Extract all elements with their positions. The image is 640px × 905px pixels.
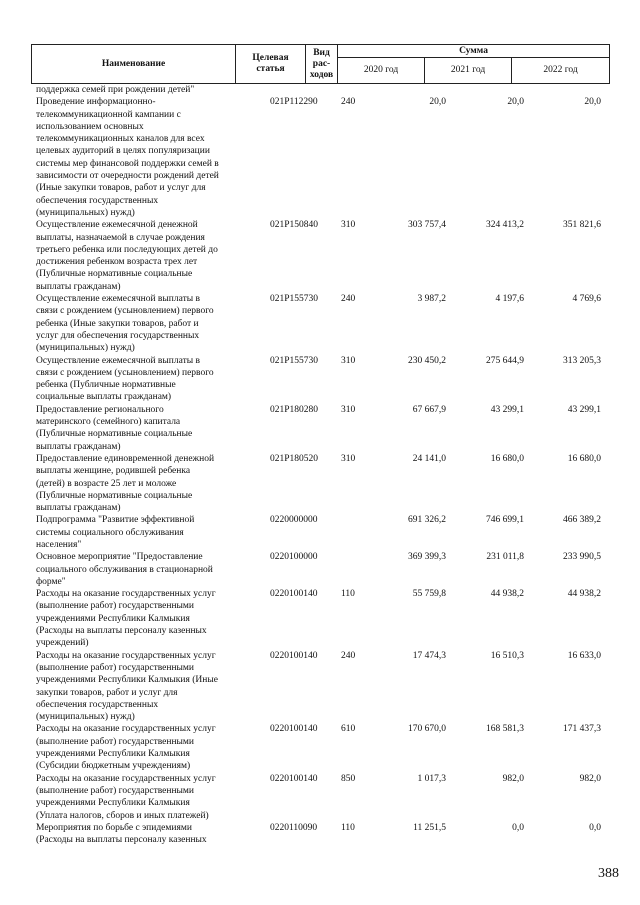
row-name-line: Расходы на оказание государственных услуг xyxy=(36,650,216,661)
row-name-line: (муниципальных) нужд) xyxy=(36,207,135,218)
table-row xyxy=(36,453,616,514)
row-value-2021: 0,0 xyxy=(512,822,524,833)
row-value-2020: 17 474,3 xyxy=(412,650,446,661)
row-name-line: (детей) в возрасте 25 лет и моложе xyxy=(36,478,177,489)
row-name xyxy=(36,514,258,551)
header-kind: Вид рас- ходов xyxy=(306,45,338,84)
header-year-2021: 2021 год xyxy=(425,58,512,84)
row-name-line: (Расходы на выплаты персоналу казенных xyxy=(36,835,207,846)
row-name-line: учреждениями Республики Калмыкия xyxy=(36,749,190,760)
row-name-line: системы мер финансовой поддержки семей в xyxy=(36,158,219,169)
row-name-line: связи с рождением (усыновлением) первого xyxy=(36,306,214,317)
row-name xyxy=(36,723,258,772)
row-kind: 310 xyxy=(341,355,356,366)
table-row xyxy=(36,96,616,219)
row-value-2021: 275 644,9 xyxy=(486,355,524,366)
row-name-line: Расходы на оказание государственных услуг xyxy=(36,724,216,735)
row-value-2022: 466 389,2 xyxy=(563,515,601,526)
row-code: 0220100140 xyxy=(270,724,318,735)
row-name-line: выплаты гражданам) xyxy=(36,441,121,452)
row-name-line: Расходы на оказание государственных услуг xyxy=(36,773,216,784)
row-name-line: поддержка семей при рождении детей" xyxy=(36,85,195,95)
row-name-line: Осуществление ежемесячной выплаты в xyxy=(36,355,200,366)
row-name xyxy=(36,84,258,96)
row-value-2021: 324 413,2 xyxy=(486,220,524,231)
row-name-line: Проведение информационно- xyxy=(36,97,156,108)
row-name xyxy=(36,293,258,354)
table-row xyxy=(36,514,616,551)
row-name xyxy=(36,773,258,822)
row-value-2021: 982,0 xyxy=(502,773,524,784)
row-kind: 110 xyxy=(341,822,355,833)
row-code: 0220100140 xyxy=(270,773,318,784)
row-kind: 240 xyxy=(341,650,356,661)
row-value-2020: 11 251,5 xyxy=(413,822,446,833)
row-value-2022: 20,0 xyxy=(584,97,601,108)
row-value-2021: 16 680,0 xyxy=(490,453,524,464)
table-row xyxy=(36,822,616,847)
row-name-line: Осуществление ежемесячной денежной xyxy=(36,220,198,231)
row-name-line: услуг для обеспечения государственных xyxy=(36,330,200,341)
row-name-line: (выполнение работ) государственными xyxy=(36,736,195,747)
row-value-2021: 20,0 xyxy=(507,97,524,108)
row-name-line: обеспечения государственных xyxy=(36,699,159,710)
header-sum: Сумма xyxy=(338,45,610,58)
table-row xyxy=(36,404,616,453)
row-value-2022: 16 680,0 xyxy=(567,453,601,464)
row-name-line: (выполнение работ) государственными xyxy=(36,662,195,673)
table-body xyxy=(36,84,616,846)
row-value-2021: 16 510,3 xyxy=(490,650,524,661)
row-value-2020: 55 759,8 xyxy=(412,589,446,600)
row-kind: 310 xyxy=(341,404,356,415)
row-name-line: (Расходы на выплаты персоналу казенных xyxy=(36,626,207,637)
table-row xyxy=(36,219,616,293)
row-value-2022: 982,0 xyxy=(579,773,601,784)
row-name-line: Основное мероприятие "Предоставление xyxy=(36,552,203,563)
row-name-line: учреждениями Республики Калмыкия xyxy=(36,613,190,624)
row-value-2020: 230 450,2 xyxy=(408,355,446,366)
row-value-2020: 67 667,9 xyxy=(412,404,446,415)
row-value-2020: 369 399,3 xyxy=(408,552,446,563)
row-name-line: Предоставление единовременной денежной xyxy=(36,453,215,464)
row-code: 021P180280 xyxy=(270,404,319,415)
row-name-line: населения" xyxy=(36,539,82,550)
row-name-line: (муниципальных) нужд) xyxy=(36,712,135,723)
row-code: 0220100140 xyxy=(270,589,318,600)
row-value-2020: 170 670,0 xyxy=(408,724,446,735)
row-kind: 110 xyxy=(341,589,355,600)
row-name xyxy=(36,355,258,404)
row-name xyxy=(36,551,258,588)
row-code: 021P155730 xyxy=(270,294,319,305)
row-value-2021: 746 699,1 xyxy=(486,515,524,526)
row-name xyxy=(36,822,258,847)
row-name-line: материнского (семейного) капитала xyxy=(36,417,181,428)
row-name xyxy=(36,650,258,724)
row-name-line: (Публичные нормативные социальные xyxy=(36,269,193,280)
row-name-line: социального обслуживания в стационарной xyxy=(36,564,213,575)
row-value-2022: 4 769,6 xyxy=(572,294,601,305)
table-row xyxy=(36,84,616,96)
table-row xyxy=(36,588,616,649)
row-value-2022: 43 299,1 xyxy=(567,404,601,415)
row-value-2020: 1 017,3 xyxy=(417,773,446,784)
row-value-2021: 4 197,6 xyxy=(495,294,524,305)
row-kind: 610 xyxy=(341,724,356,735)
row-name-line: форме" xyxy=(36,576,66,587)
row-name xyxy=(36,96,258,219)
row-name-line: телекоммуникационных каналов для всех xyxy=(36,134,205,145)
row-name-line: целевых аудиторий в целях популяризации xyxy=(36,146,210,157)
row-code: 0220110090 xyxy=(270,822,318,833)
row-value-2021: 168 581,3 xyxy=(486,724,524,735)
row-name-line: социальные выплаты гражданам) xyxy=(36,392,172,403)
row-kind: 240 xyxy=(341,294,356,305)
row-name-line: зависимости от очередности рождений детей xyxy=(36,171,219,182)
row-name-line: телекоммуникационной кампании с xyxy=(36,109,181,120)
row-name-line: (Публичные нормативные социальные xyxy=(36,429,193,440)
row-value-2022: 171 437,3 xyxy=(563,724,601,735)
row-value-2020: 691 326,2 xyxy=(408,515,446,526)
row-value-2022: 313 205,3 xyxy=(563,355,601,366)
row-name-line: ребенка (Иные закупки товаров, работ и xyxy=(36,318,199,329)
row-value-2021: 43 299,1 xyxy=(490,404,524,415)
row-value-2022: 44 938,2 xyxy=(567,589,601,600)
table-row xyxy=(36,355,616,404)
table-row xyxy=(36,773,616,822)
row-code: 021P150840 xyxy=(270,220,319,231)
row-name-line: закупки товаров, работ и услуг для xyxy=(36,687,178,698)
row-name-line: связи с рождением (усыновлением) первого xyxy=(36,367,214,378)
row-code: 0220100140 xyxy=(270,650,318,661)
row-name xyxy=(36,588,258,649)
row-kind: 310 xyxy=(341,453,356,464)
row-value-2022: 0,0 xyxy=(589,822,601,833)
row-name-line: (выполнение работ) государственными xyxy=(36,785,195,796)
row-name-line: Мероприятия по борьбе с эпидемиями xyxy=(36,822,192,833)
header-name: Наименование xyxy=(32,45,236,84)
page-number: 388 xyxy=(598,866,619,881)
row-name-line: обеспечения государственных xyxy=(36,195,159,206)
row-code: 021P112290 xyxy=(270,97,318,108)
row-name xyxy=(36,219,258,293)
row-name-line: учреждениями Республики Калмыкия xyxy=(36,798,190,809)
row-name-line: выплаты гражданам) xyxy=(36,281,121,292)
table-row xyxy=(36,650,616,724)
row-name-line: Подпрограмма "Развитие эффективной xyxy=(36,515,195,526)
table-header xyxy=(31,44,610,84)
row-value-2022: 351 821,6 xyxy=(563,220,601,231)
row-value-2021: 44 938,2 xyxy=(490,589,524,600)
header-year-2020: 2020 год xyxy=(338,58,425,84)
row-name-line: (муниципальных) нужд) xyxy=(36,343,135,354)
header-year-2022: 2022 год xyxy=(512,58,610,84)
row-value-2022: 16 633,0 xyxy=(567,650,601,661)
row-code: 021P180520 xyxy=(270,453,319,464)
row-name-line: (Публичные нормативные социальные xyxy=(36,490,193,501)
row-name-line: выплаты гражданам) xyxy=(36,503,121,514)
row-name-line: (Субсидии бюджетным учреждениям) xyxy=(36,761,191,772)
table-row xyxy=(36,551,616,588)
row-name-line: (выполнение работ) государственными xyxy=(36,601,195,612)
row-value-2020: 3 987,2 xyxy=(417,294,446,305)
row-code: 0220100000 xyxy=(270,552,318,563)
row-name-line: Расходы на оказание государственных услуг xyxy=(36,589,216,600)
row-code: 021P155730 xyxy=(270,355,319,366)
row-name-line: Предоставление регионального xyxy=(36,404,164,415)
row-kind: 310 xyxy=(341,220,356,231)
header-target: Целевая статья xyxy=(236,45,306,84)
row-value-2021: 231 011,8 xyxy=(486,552,524,563)
row-value-2020: 24 141,0 xyxy=(412,453,446,464)
row-name xyxy=(36,404,258,453)
row-value-2020: 20,0 xyxy=(429,97,446,108)
row-name-line: учреждениями Республики Калмыкия (Иные xyxy=(36,675,218,686)
row-name-line: выплаты женщине, родившей ребенка xyxy=(36,466,191,477)
row-name-line: учреждений) xyxy=(36,638,89,649)
row-kind: 850 xyxy=(341,773,356,784)
row-name-line: выплаты, назначаемой в случае рождения xyxy=(36,232,205,243)
table-row xyxy=(36,293,616,354)
row-name xyxy=(36,453,258,514)
row-name-line: достижения ребенком возраста трех лет xyxy=(36,257,198,268)
row-name-line: (Иные закупки товаров, работ и услуг для xyxy=(36,183,206,194)
row-code: 0220000000 xyxy=(270,515,318,526)
row-value-2022: 233 990,5 xyxy=(563,552,601,563)
row-name-line: третьего ребенка или последующих детей до xyxy=(36,244,218,255)
row-name-line: ребенка (Публичные нормативные xyxy=(36,380,176,391)
row-name-line: (Уплата налогов, сборов и иных платежей) xyxy=(36,810,209,821)
row-kind: 240 xyxy=(341,97,356,108)
row-name-line: использованием основных xyxy=(36,121,144,132)
row-name-line: Осуществление ежемесячной выплаты в xyxy=(36,294,200,305)
row-name-line: системы социального обслуживания xyxy=(36,527,184,538)
table-row xyxy=(36,723,616,772)
row-value-2020: 303 757,4 xyxy=(408,220,446,231)
